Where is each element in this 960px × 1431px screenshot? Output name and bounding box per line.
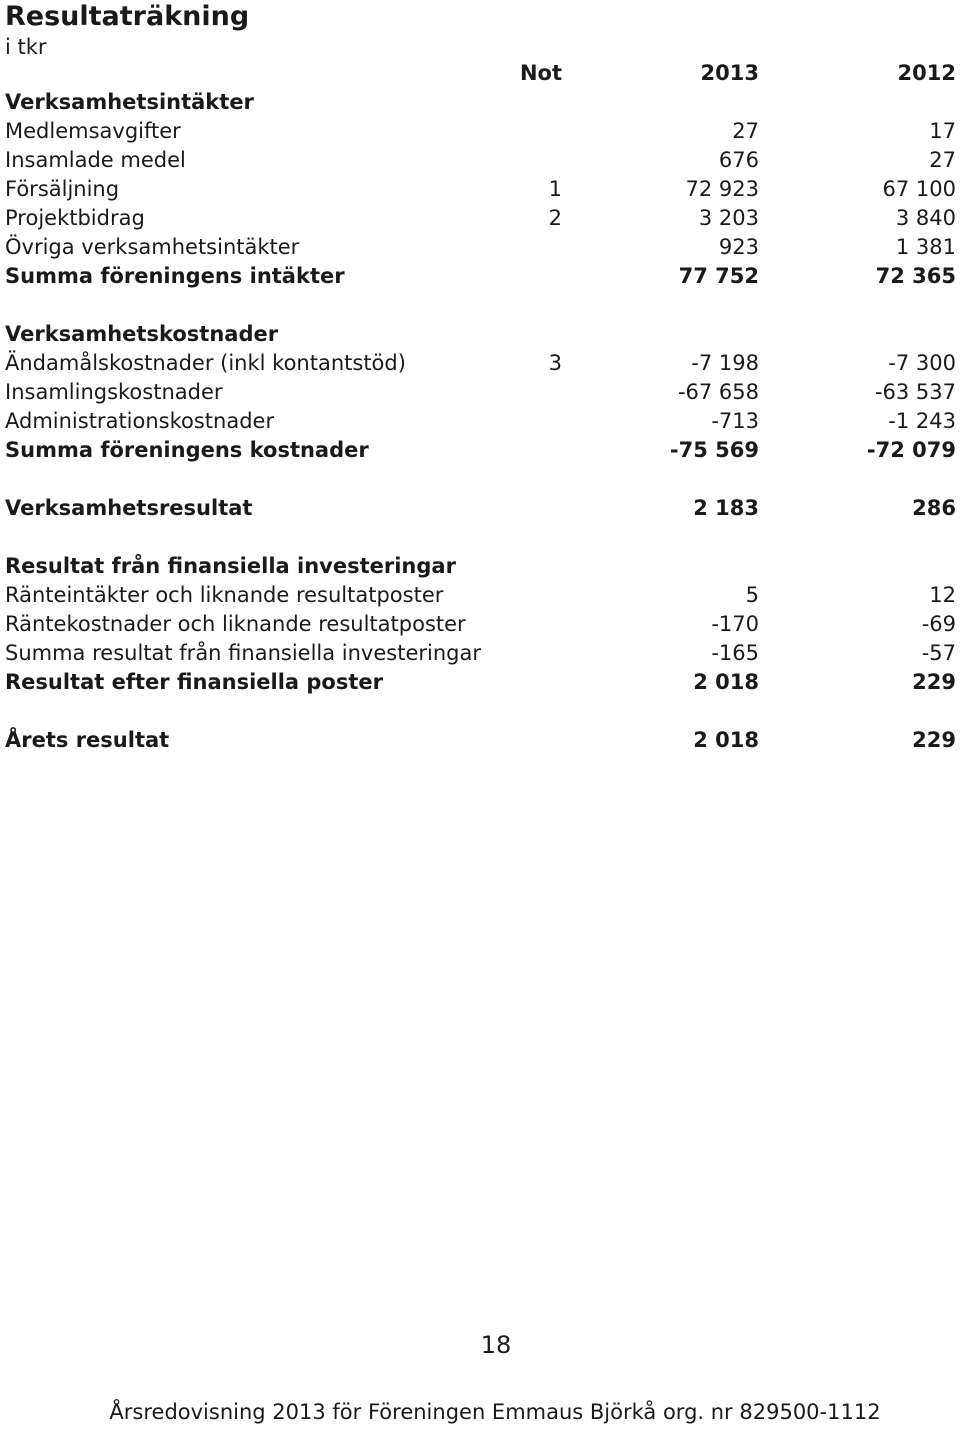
- spacer-row: [0, 523, 960, 552]
- row-value-2012: -57: [921, 641, 956, 665]
- row-label: Övriga verksamhetsintäkter: [5, 235, 300, 259]
- table-row: [0, 320, 960, 349]
- row-value-2012: 3 840: [895, 206, 956, 230]
- header-year-2013: 2013: [700, 61, 759, 85]
- row-value-2013: -67 658: [677, 380, 759, 404]
- spacer-row: [0, 465, 960, 494]
- row-value-2012: 286: [912, 496, 956, 520]
- row-value-2013: 3 203: [698, 206, 759, 230]
- table-row: [0, 146, 960, 175]
- row-value-2012: 67 100: [882, 177, 956, 201]
- table-row: [0, 117, 960, 146]
- row-value-2013: -170: [711, 612, 759, 636]
- table-row: [0, 639, 960, 668]
- row-label: Summa resultat från finansiella investeringar: [5, 641, 481, 665]
- table-row: [0, 581, 960, 610]
- table-header-row: [0, 59, 960, 88]
- row-value-2012: -7 300: [888, 351, 956, 375]
- table-row: [0, 552, 960, 581]
- row-value-2012: 72 365: [875, 264, 956, 288]
- row-value-2013: -713: [711, 409, 759, 433]
- row-label: Resultat efter finansiella poster: [5, 670, 383, 694]
- table-row: [0, 233, 960, 262]
- row-note: 2: [548, 206, 562, 230]
- row-value-2012: 27: [929, 148, 956, 172]
- row-label: Verksamhetsresultat: [5, 496, 253, 520]
- row-value-2013: 77 752: [678, 264, 759, 288]
- spacer-row: [0, 697, 960, 726]
- row-label: Försäljning: [5, 177, 120, 201]
- row-value-2013: -75 569: [669, 438, 759, 462]
- table-row: [0, 349, 960, 378]
- row-value-2012: -63 537: [874, 380, 956, 404]
- document-subtitle: i tkr: [5, 35, 47, 59]
- row-value-2012: -69: [921, 612, 956, 636]
- header-year-2012: 2012: [897, 61, 956, 85]
- row-value-2013: 27: [732, 119, 759, 143]
- row-value-2013: -7 198: [691, 351, 759, 375]
- row-label: Verksamhetsintäkter: [5, 90, 254, 114]
- table-row: [0, 407, 960, 436]
- row-value-2013: -165: [711, 641, 759, 665]
- row-note: 3: [548, 351, 562, 375]
- row-value-2013: 676: [718, 148, 759, 172]
- spacer-row: [0, 291, 960, 320]
- table-row: [0, 668, 960, 697]
- row-label: Resultat från finansiella investeringar: [5, 554, 456, 578]
- row-label: Summa föreningens intäkter: [5, 264, 345, 288]
- row-value-2012: 17: [929, 119, 956, 143]
- row-value-2013: 2 018: [693, 728, 759, 752]
- page-footer: Årsredovisning 2013 för Föreningen Emmaus Björkå org. nr 829500-1112: [109, 1400, 881, 1424]
- row-label: Administrationskostnader: [5, 409, 275, 433]
- row-label: Ändamålskostnader (inkl kontantstöd): [5, 351, 406, 375]
- table-row: [0, 610, 960, 639]
- table-row: [0, 436, 960, 465]
- row-value-2013: 2 183: [693, 496, 759, 520]
- table-row: [0, 726, 960, 755]
- row-note: 1: [548, 177, 562, 201]
- table-row: [0, 378, 960, 407]
- page-number: 18: [480, 1331, 512, 1359]
- row-value-2012: 229: [912, 670, 956, 694]
- row-value-2012: -72 079: [866, 438, 956, 462]
- row-value-2013: 2 018: [693, 670, 759, 694]
- document-title: Resultaträkning: [5, 1, 250, 32]
- row-value-2012: 1 381: [895, 235, 956, 259]
- row-value-2013: 72 923: [685, 177, 759, 201]
- table-row: [0, 88, 960, 117]
- row-value-2012: 12: [929, 583, 956, 607]
- income-statement-table: [0, 59, 960, 755]
- row-value-2013: 5: [745, 583, 759, 607]
- row-label: Årets resultat: [5, 728, 170, 752]
- row-label: Projektbidrag: [5, 206, 145, 230]
- table-row: [0, 262, 960, 291]
- row-label: Medlemsavgifter: [5, 119, 181, 143]
- row-label: Räntekostnader och liknande resultatposter: [5, 612, 466, 636]
- row-label: Summa föreningens kostnader: [5, 438, 369, 462]
- row-value-2012: 229: [912, 728, 956, 752]
- row-label: Insamlade medel: [5, 148, 186, 172]
- row-value-2012: -1 243: [888, 409, 956, 433]
- table-row: [0, 204, 960, 233]
- table-body: [0, 88, 960, 755]
- row-label: Insamlingskostnader: [5, 380, 223, 404]
- row-value-2013: 923: [718, 235, 759, 259]
- table-row: [0, 494, 960, 523]
- table-row: [0, 175, 960, 204]
- row-label: Verksamhetskostnader: [5, 322, 279, 346]
- header-note: Not: [519, 61, 562, 85]
- row-label: Ränteintäkter och liknande resultatposter: [5, 583, 444, 607]
